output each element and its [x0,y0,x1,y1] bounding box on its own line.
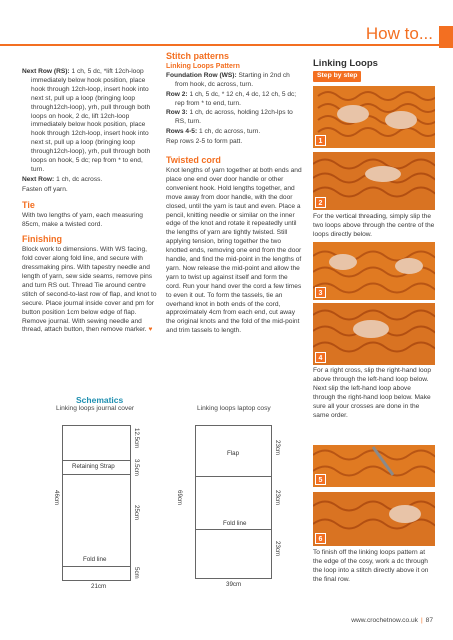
rows45-text: 1 ch, dc across, turn. [197,128,261,136]
header-tab [439,26,453,48]
journal-fold-line [63,566,130,567]
steps-title: Linking Loops [313,58,378,69]
laptop-fold-line [196,529,271,530]
finishing-paragraph [22,246,157,335]
row2-label: Row 2: [166,90,188,98]
stitch-heading: Stitch patterns [166,51,230,61]
step-badge-6: 6 [315,533,326,544]
step-badge-4: 4 [315,352,326,363]
next-row-text: 1 ch, dc across. [54,175,103,183]
laptop-width-dim: 39cm [226,581,242,588]
row-2 [166,91,304,109]
laptop-fold-line-label: Fold line [223,520,247,527]
stitch-subheading: Linking Loops Pattern [166,62,240,70]
laptop-dim-1: 23cm [274,440,281,456]
row3-label: Row 3: [166,109,188,117]
page-title: How to... [365,24,433,43]
rows-4-5 [166,128,304,137]
step-photo-1 [313,86,435,148]
step-photo-6 [313,492,435,546]
row-3 [166,109,304,127]
laptop-height-dim: 69cm [176,490,183,506]
journal-strap-top-line [63,460,130,461]
rows45-label: Rows 4-5: [166,128,198,136]
footer-separator: | [420,617,423,624]
yarn-photo-illustration [313,242,435,300]
fasten-off: Fasten off yarn. [22,185,68,193]
steps-column [313,60,435,82]
journal-fold-line-label: Fold line [83,556,107,563]
finishing-heading: Finishing [22,234,62,245]
journal-schematic [62,425,131,581]
finishing-text: Block work to dimensions. With WS facing, fold cover along fold line, and secure with dressmaking pins. With tapestry needle and length of yarn, sew side seams, remove pins and turn RS out. Thread Tie around centre stitch of second-to-last row of flap, and knot to secure. Place journal inside cover and pm for button position 1cm below edge of flap. Remove journal. With sewing needle and thread, attach button, then remove marker. [22,246,157,334]
yarn-photo-illustration [313,492,435,546]
footer-url[interactable]: www.crochetnow.co.uk [351,617,418,624]
laptop-dim-3: 23cm [274,541,281,557]
step-photo-2 [313,152,435,210]
step-photo-3 [313,242,435,300]
step-badge-3: 3 [315,287,326,298]
schematics-title: Schematics [76,395,124,405]
journal-width-dim: 21cm [91,583,107,590]
next-row [22,176,157,185]
foundation-text: Starting in 2nd ch from hook, dc across, turn. [175,71,290,88]
cord-text: Knot lengths of yarn together at both ends and place one end over door handle or other convenient hook. Hold lengths together, and move away from door handle, with the door closed, until the yarn is taut and even. Place a pencil, knitting needle or similar on the inner edge of the knot and rotate it repeatedly until the lengths of yarn are tightly twisted. Still applying tension, bring together the two knotted ends, removing one end from the door handle, and find the mid-point in the lengths of yarn. Now release the mid-point and allow the yarn to twist up against itself and form the cord. Run your hand over the cord a few times to even it out. To form the tassels, tie an overhand knot in both ends of the cord, approximately 4cm from each end, cut away the original knots and the fold of the mid-point and trim tassels to length. [166,166,302,335]
yarn-photo-illustration [313,152,435,210]
retaining-strap-label: Retaining Strap [72,463,115,470]
step-photo-4 [313,303,435,365]
rep-rows: Rep rows 2-5 to form patt. [166,138,243,146]
foundation-label: Foundation Row (WS): [166,71,237,79]
yarn-photo-illustration [313,303,435,365]
page-number: 87 [425,617,433,624]
step-caption-6: To finish off the linking loops pattern at the edge of the cosy, work a dc through the loop into a stitch directly above it on the final row. [313,549,429,583]
journal-strap-bottom-line [63,474,130,475]
steps-badge: Step by step [313,71,361,82]
pattern-column [22,68,157,336]
cord-heading: Twisted cord [166,155,221,166]
laptop-schematic-label: Linking loops laptop cosy [197,405,271,412]
row2-text: 1 ch, 5 dc, * 12 ch, 4 dc, 12 ch, 5 dc; rep from * to end, turn. [175,90,297,107]
laptop-dim-2: 23cm [274,490,281,506]
tie-heading: Tie [22,199,35,210]
journal-dim-2: 3.5cm [133,459,140,476]
step-caption-4: For a right cross, slip the right-hand loop above through the left-hand loop below. Next slip the left-hand loop above through the right-hand loop below. Make sure all your crosses are done in the same order. [313,367,432,419]
laptop-schematic [195,425,272,579]
laptop-flap-line [196,476,271,477]
foundation-row [166,72,304,90]
next-row-rs [22,68,157,175]
step-badge-1: 1 [315,135,326,146]
row3-text: 1 ch, dc across, holding 12ch-lps to RS, turn. [175,109,293,126]
step-badge-5: 5 [315,474,326,485]
next-row-label: Next Row: [22,175,55,183]
page-footer [351,617,433,624]
stitch-column [166,52,304,337]
journal-dim-4: 5cm [133,567,140,579]
heart-icon: ♥ [148,326,153,334]
journal-height-dim: 46cm [53,490,60,506]
yarn-photo-illustration [313,445,435,487]
next-row-rs-text: 1 ch, 5 dc, *lift 12ch-loop immediately below hook position, place hook through 12ch-loop, insert hook into next st, pull up a loop (bringing loop through12ch-loop), yrh, pull through both loops on hook, 2 dc, lift 12ch-loop immediately below hook position, place hook through 12ch-loop, insert hook into next st, pull up a loop (bringing loop through12ch-loop), yrh, pull through both loops on hook, 5 dc; rep from * to end, turn. [31,68,151,173]
tie-text: With two lengths of yarn, each measuring 85cm, make a twisted cord. [22,211,143,228]
journal-schematic-label: Linking loops journal cover [56,405,135,412]
step-photo-5 [313,445,435,487]
yarn-photo-illustration [313,86,435,148]
flap-label: Flap [227,450,240,457]
journal-dim-1: 12.5cm [133,428,140,449]
next-row-rs-label: Next Row (RS): [22,68,70,75]
step-caption-2: For the vertical threading, simply slip the two loops above through the centre of the loops directly below. [313,213,435,238]
step-badge-2: 2 [315,197,326,208]
journal-dim-3: 25cm [133,505,140,521]
